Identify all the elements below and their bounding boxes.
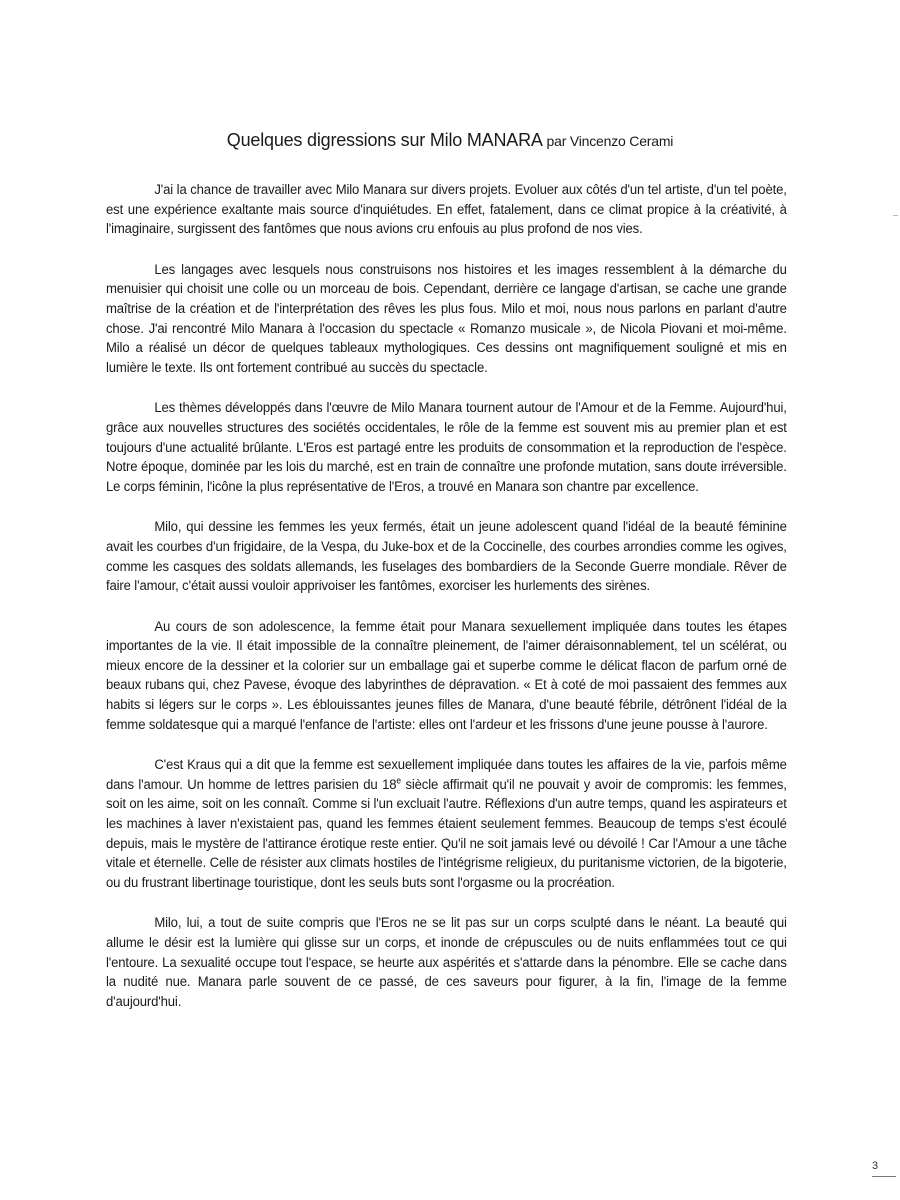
title-main: Quelques digressions sur Milo MANARA — [226, 130, 542, 150]
paragraph-7: Milo, lui, a tout de suite compris que l'Eros ne se lit pas sur un corps sculpté dans le néant. La beauté qui allume le désir est la lumière qui glisse sur un corps, et inonde de crépuscules ou de nuits enflammées tout ce qui l'entoure. La sexualité occupe tout l'espace, se heurte aux aspérités et s'attarde dans la pénombre. Elle se cache dans la nudité nue. Manara parle souvent de ce passé, de ces saveurs pour figurer, à la fin, l'image de la femme d'aujourd'hui. — [106, 914, 787, 1009]
page-number-rule — [872, 1176, 896, 1177]
margin-mark — [893, 215, 898, 216]
page-number: 3 — [872, 1160, 879, 1172]
paragraph-6-part-1: C'est Kraus qui a dit que la femme est sexuellement impliquée dans toutes les affaires de la vie, parfois même dans l'amour. Un homme de lettres parisien du 18 — [106, 756, 787, 792]
paragraph-2: Les langages avec lesquels nous construisons nos histoires et les images ressemblent à la démarche du menuisier qui choisit une colle ou un morceau de bois. Cependant, derrière ce langage d'artisan, se cache une grande maîtrise de la création et de l'interprétation des rêves les plus fous. Milo et moi, nous nous parlons en parlant d'autre chose. J'ai rencontré Milo Manara à l'occasion du spectacle « Romanzo musicale », de Nicola Piovani et moi-même. Milo a réalisé un décor de quelques tableaux mythologiques. Ces dessins ont magnifiquement souligné et mis en lumière le texte. Ils ont fortement contribué au succès du spectacle. — [106, 260, 787, 375]
paragraph-6-part-2: siècle affirmait qu'il ne pouvait y avoir de compromis: les femmes, soit on les aime, soit on les connaît. Comme si l'un excluait l'autre. Réflexions d'un autre temps, quand les aspirateurs et les machines à laver n'existaient pas, quand les femmes étaient seulement femmes. Beaucoup de temps s'est écoulé depuis, mais le mystère de l'attirance érotique reste entier. Qu'il ne soit jamais levé ou dévoilé ! Car l'Amour a une tâche vitale et éternelle. Celle de résister aux climats hostiles de l'intégrisme religieux, du puritanisme victorien, de la bigoterie, ou du frustrant libertinage touristique, dont les seuls buts sont l'orgasme ou la procréation. — [106, 775, 787, 890]
paragraph-5: Au cours de son adolescence, la femme était pour Manara sexuellement impliquée dans toutes les étapes importantes de la vie. Il était impossible de la connaître pleinement, de l'aimer déraisonnablement, tel un scélérat, ou mieux encore de la dessiner et la colorier sur un emballage gai et superbe comme le délicat flacon de parfum orné de beaux rubans qui, chez Pavese, évoque des labyrinthes de dépravation. « Et à coté de moi passaient des femmes aux habits si légers sur le corps ». Les éblouissantes jeunes filles de Manara, d'une beauté fébrile, détrônent l'idéal de la femme soldatesque qui a marqué l'enfance de l'artiste: elles ont l'ardeur et les frissons d'une jeune pousse à l'aurore. — [106, 617, 787, 732]
paragraph-4: Milo, qui dessine les femmes les yeux fermés, était un jeune adolescent quand l'idéal de la beauté féminine avait les courbes d'un frigidaire, de la Vespa, du Juke-box et de la Coccinelle, des courbes arrondies comme les ogives, comme les casques des soldats allemands, les fuselages des bombardiers de la Seconde Guerre mondiale. Rêver de faire l'amour, c'était aussi vouloir apprivoiser les fantômes, exorciser les hurlements des sirènes. — [106, 518, 787, 594]
title-byline: par Vincenzo Cerami — [546, 133, 674, 149]
article-body — [106, 180, 787, 1032]
paragraph-1: J'ai la chance de travailler avec Milo Manara sur divers projets. Evoluer aux côtés d'un tel artiste, d'un tel poète, est une expérience exaltante mais source d'inquiétudes. En effet, fatalement, dans ce climat propice à la créativité, à l'imaginaire, surgissent des fantômes que nous avions cru enfouis au plus profond de nos vies. — [106, 181, 787, 237]
paragraph-3: Les thèmes développés dans l'œuvre de Milo Manara tournent autour de l'Amour et de la Femme. Aujourd'hui, grâce aux nouvelles structures des sociétés occidentales, le rôle de la femme est souvent mis au premier plan et est toujours d'une actualité brûlante. L'Eros est partagé entre les produits de consommation et la reproduction de l'espèce. Notre époque, dominée par les lois du marché, est en train de connaître une profonde mutation, sans doute irréversible. Le corps féminin, l'icône la plus représentative de l'Eros, a trouvé en Manara son chantre par excellence. — [106, 399, 787, 494]
century-superscript: e — [396, 775, 401, 786]
page-title — [0, 130, 900, 151]
paragraph-6 — [106, 755, 787, 892]
